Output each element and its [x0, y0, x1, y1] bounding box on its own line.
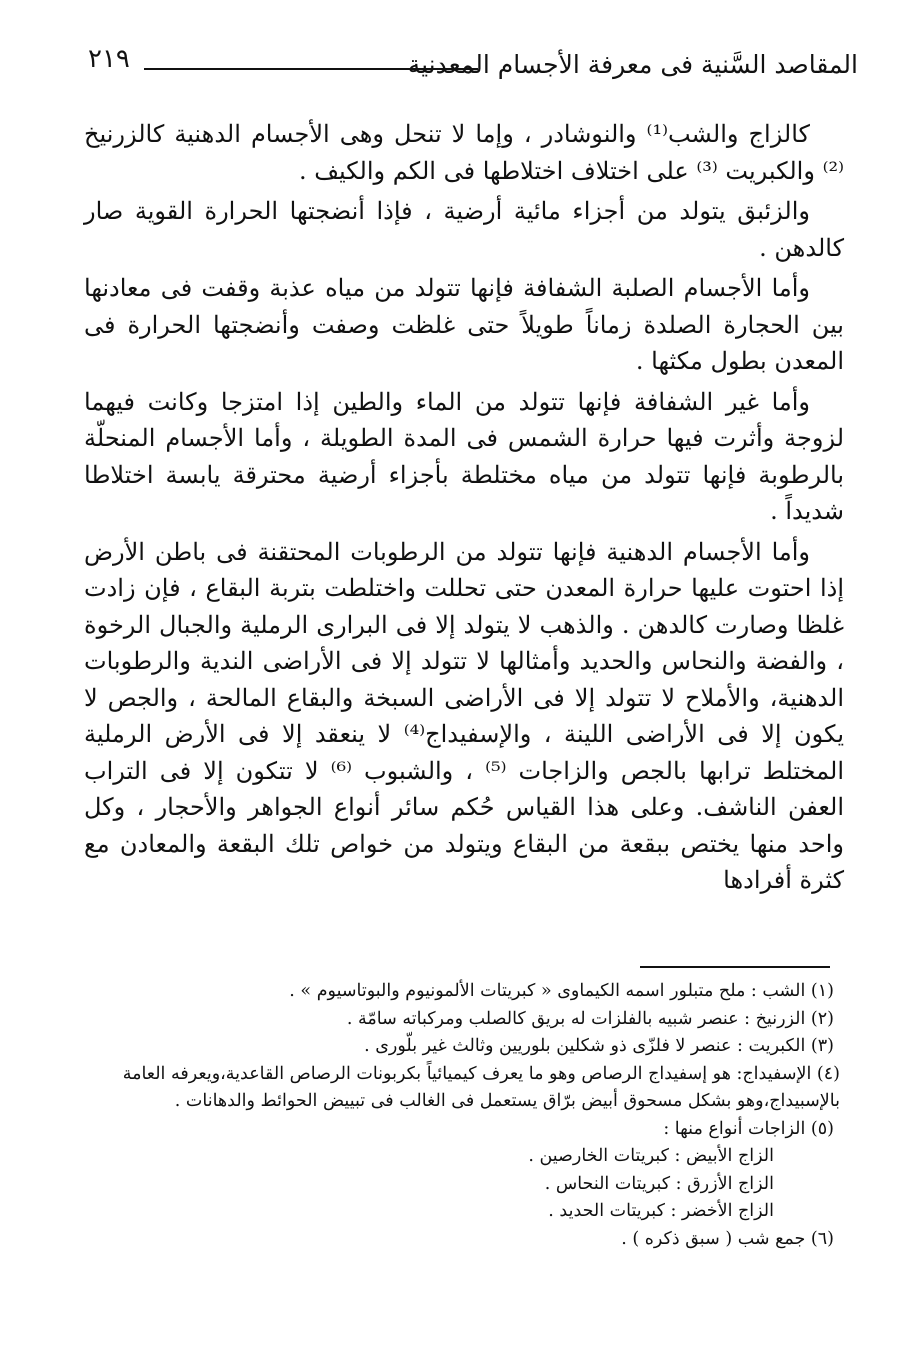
- header-rule: [144, 68, 478, 70]
- footnote-6: (٦) جمع شب ( سبق ذكره ) .: [621, 1228, 834, 1249]
- footnote-5-item: الزاج الأزرق : كبريتات النحاس .: [544, 1173, 774, 1194]
- body-text: [84, 116, 844, 903]
- paragraph: وأما غير الشفافة فإنها تتولد من الماء والطين إذا امتزجا وكانت فيهما لزوجة وأثرت فيها حرارة الشمس فى المدة الطويلة ، وأما الأجسام المنحلّة بالرطوبة فإنها تتولد من مياه مختلطة بأجزاء أرضية محترقة يابسة اختلاطا شديداً .: [84, 387, 845, 525]
- paragraph: كالزاج والشب⁽¹⁾ والنوشادر ، وإما لا تنحل وهى الأجسام الدهنية كالزرنيخ ⁽²⁾ والكبريت ⁽³⁾ على اختلاف اختلاطها فى الكم والكيف .: [84, 120, 844, 185]
- running-header: [88, 44, 858, 90]
- running-title: المقاصد السَّنية فى معرفة الأجسام المعدنية: [407, 50, 858, 79]
- paragraph: وأما الأجسام الدهنية فإنها تتولد من الرطوبات المحتقنة فى باطن الأرض إذا احتوت عليها حرارة المعدن حتى تحللت واختلطت بتربة البقاع ، فإن زادت غلظا وصارت كالدهن . والذهب لا يتولد إلا فى البرارى الرملية والجبال الرخوة ، والفضة والنحاس والحديد وأمثالها لا تتولد إلا فى الأراضى الندية والرطوبات الدهنية، والأملاح لا تتولد إلا فى الأراضى السبخة والبقاع المالحة ، والجص لا يكون إلا فى الأراضى اللينة ، والإسفيداج⁽⁴⁾ لا ينعقد إلا فى الأرض الرملية المختلط ترابها بالجص والزاجات ⁽⁵⁾ ، والشبوب ⁽⁶⁾ لا تتكون إلا فى التراب العفن الناشف. وعلى هذا القياس حُكم سائر أنواع الجواهر والأحجار ، وكل واحد منها يختص ببقعة من البقاع ويتولد من خواص تلك البقعة والمعادن مع كثرة أفرادها: [84, 537, 844, 894]
- footnote-rule: [640, 966, 830, 968]
- footnote-2: (٢) الزرنيخ : عنصر شبيه بالفلزات له بريق كالصلب ومركباته سامّة .: [346, 1008, 834, 1029]
- footnote-3: (٣) الكبريت : عنصر لا فلزّى ذو شكلين بلوريين وثالث غير بلّورى .: [364, 1036, 834, 1056]
- paragraph: وأما الأجسام الصلبة الشفافة فإنها تتولد من مياه عذبة وقفت فى معادنها بين الحجارة الصلدة زماناً طويلاً حتى غلظت وصفت وأنضجتها الحرارة فى المعدن بطول مكثها .: [84, 274, 844, 375]
- footnote-5-item: الزاج الأبيض : كبريتات الخارصين .: [528, 1146, 774, 1166]
- page-number: ٢١٩: [88, 44, 130, 74]
- footnote-5: (٥) الزاجات أنواع منها :: [663, 1118, 834, 1139]
- footnotes: [80, 978, 840, 1253]
- footnote-5-item: الزاج الأخضر : كبريتات الحديد .: [548, 1201, 774, 1221]
- footnote-1: (١) الشب : ملح متبلور اسمه الكيماوى « كبريتات الألمونيوم والبوتاسيوم » .: [289, 981, 834, 1001]
- paragraph: والزئبق يتولد من أجزاء مائية أرضية ، فإذا أنضجتها الحرارة القوية صار كالدهن .: [84, 197, 844, 262]
- footnote-4: (٤) الإسفيداج: هو إسفيداج الرصاص وهو ما يعرف كيميائياً بكربونات الرصاص القاعدية،ويعرفه العامة بالإسبيداج،وهو بشكل مسحوق أبيض برّاق يستعمل فى الغالب فى تبييض الحوائط والدهانات .: [122, 1063, 840, 1111]
